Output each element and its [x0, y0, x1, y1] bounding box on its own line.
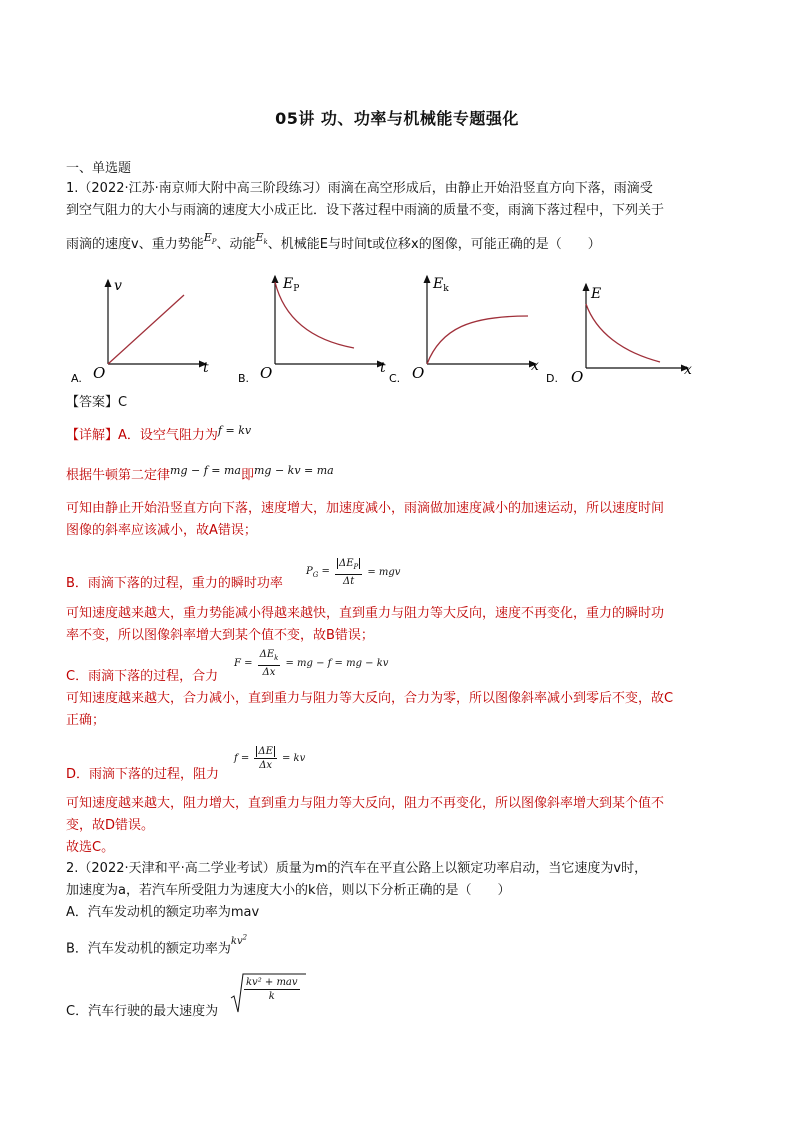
- option-d-label: D.: [546, 372, 558, 385]
- ep-symbol: EP: [203, 231, 217, 247]
- graph-c-origin: O: [412, 364, 425, 382]
- q1-graphs: [66, 268, 746, 388]
- q2-option-c: C．汽车行驶的最大速度为: [66, 1004, 219, 1019]
- q1-d-exp1: 可知速度越来越大，阻力增大，直到重力与阻力等大反向，阻力不再变化，所以图像斜率增大到某个值不: [66, 796, 665, 811]
- q1-c-exp2: 正确；: [66, 713, 106, 728]
- q1-detail-a: 【详解】A．设空气阻力为$^{f = kv}$: [66, 424, 252, 443]
- graph-c-ylabel: $E_k$: [433, 276, 449, 294]
- graph-a: [71, 278, 209, 385]
- detail-tag: 【详解】: [66, 428, 119, 443]
- q1-d-formula: f = $\frac{\Delta E}{\Delta x}$ = kv: [234, 746, 306, 771]
- option-b-label: B.: [238, 372, 250, 385]
- q1-b-head: B．雨滴下落的过程，重力的瞬时功率: [66, 576, 283, 591]
- graph-c-xlabel: x: [531, 358, 539, 374]
- graph-b-xlabel: t: [380, 360, 386, 376]
- q1-c-formula: F = $\frac{\Delta E_k}{\Delta x}$ = mg − f = mg − kv: [234, 649, 389, 678]
- q1-line3: 雨滴的速度v、重力势能$^{E_P}$、动能$^{E_k}$、机械能E与时间t或位移x的图像，可能正确的是（ ）: [66, 231, 601, 252]
- q1-b-exp1: 可知速度越来越大，重力势能减小得越来越快，直到重力与阻力等大反向，速度不再变化，重力的瞬时功: [66, 606, 665, 621]
- graph-c-curve: [427, 316, 528, 364]
- q1-a-exp1: 可知由静止开始沿竖直方向下落，速度增大，加速度减小，雨滴做加速度减小的加速运动，所以速度时间: [66, 501, 665, 516]
- graph-d-origin: O: [571, 368, 584, 386]
- q2-line2: 加速度为a，若汽车所受阻力为速度大小的k倍，则以下分析正确的是（ ）: [66, 883, 511, 898]
- formula-f-kv: f = kv: [217, 424, 252, 437]
- graph-b-origin: O: [260, 364, 273, 382]
- q1-d-exp2: 变，故D错误。: [66, 818, 155, 833]
- q1-line1: 1.（2022·江苏·南京师大附中高三阶段练习）雨滴在高空形成后，由静止开始沿竖直方向下落，雨滴受: [66, 181, 653, 196]
- section-heading: 一、单选题: [66, 161, 132, 176]
- graph-a-origin: O: [93, 364, 106, 382]
- graph-d-xlabel: x: [684, 362, 692, 378]
- graph-d: [546, 284, 692, 386]
- option-c-label: C.: [389, 372, 401, 385]
- q1-conclusion: 故选C。: [66, 840, 115, 855]
- q1-line2: 到空气阻力的大小与雨滴的速度大小成正比．设下落过程中雨滴的质量不变，雨滴下落过程中，下列关于: [66, 203, 665, 218]
- kv2-formula: kv2: [230, 934, 248, 948]
- graph-d-curve: [586, 304, 660, 362]
- q2-line1: 2.（2022·天津和平·高二学业考试）质量为m的汽车在平直公路上以额定功率启动，当它速度为v时，: [66, 861, 648, 876]
- q1-c-exp1: 可知速度越来越大，合力减小，直到重力与阻力等大反向，合力为零，所以图像斜率减小到零后不变，故C: [66, 691, 674, 706]
- option-a-label: A.: [71, 372, 82, 385]
- q1-d-head: D．雨滴下落的过程，阻力: [66, 767, 220, 782]
- q1-newton: 根据牛顿第二定律$^{mg - f = ma}$即$^{mg - kv = ma}$: [66, 464, 334, 483]
- q1-a-exp2: 图像的斜率应该减小，故A错误；: [66, 523, 257, 538]
- graph-a-curve: [108, 295, 184, 364]
- graph-d-ylabel: E: [591, 286, 602, 302]
- page-title: 05讲 功、功率与机械能专题强化: [275, 109, 519, 128]
- graph-a-ylabel: v: [114, 278, 122, 294]
- graph-b: [238, 276, 386, 385]
- q2-option-b: B．汽车发动机的额定功率为$^{kv^2}$: [66, 934, 248, 957]
- ek-symbol: Ek: [255, 231, 268, 247]
- q2-option-a: A．汽车发动机的额定功率为mav: [66, 905, 260, 920]
- graph-b-ylabel: $E_P$: [283, 276, 300, 294]
- graph-a-xlabel: t: [203, 360, 209, 376]
- graph-c: [389, 276, 539, 385]
- q1-b-formula: $P_G$ = $\frac{\Delta E_P}{\Delta t}$ = mgv: [306, 558, 401, 587]
- q1-answer: 【答案】C: [66, 395, 128, 410]
- q1-c-head: C．雨滴下落的过程，合力: [66, 669, 219, 684]
- q1-b-exp2: 率不变，所以图像斜率增大到某个值不变，故B错误；: [66, 628, 374, 643]
